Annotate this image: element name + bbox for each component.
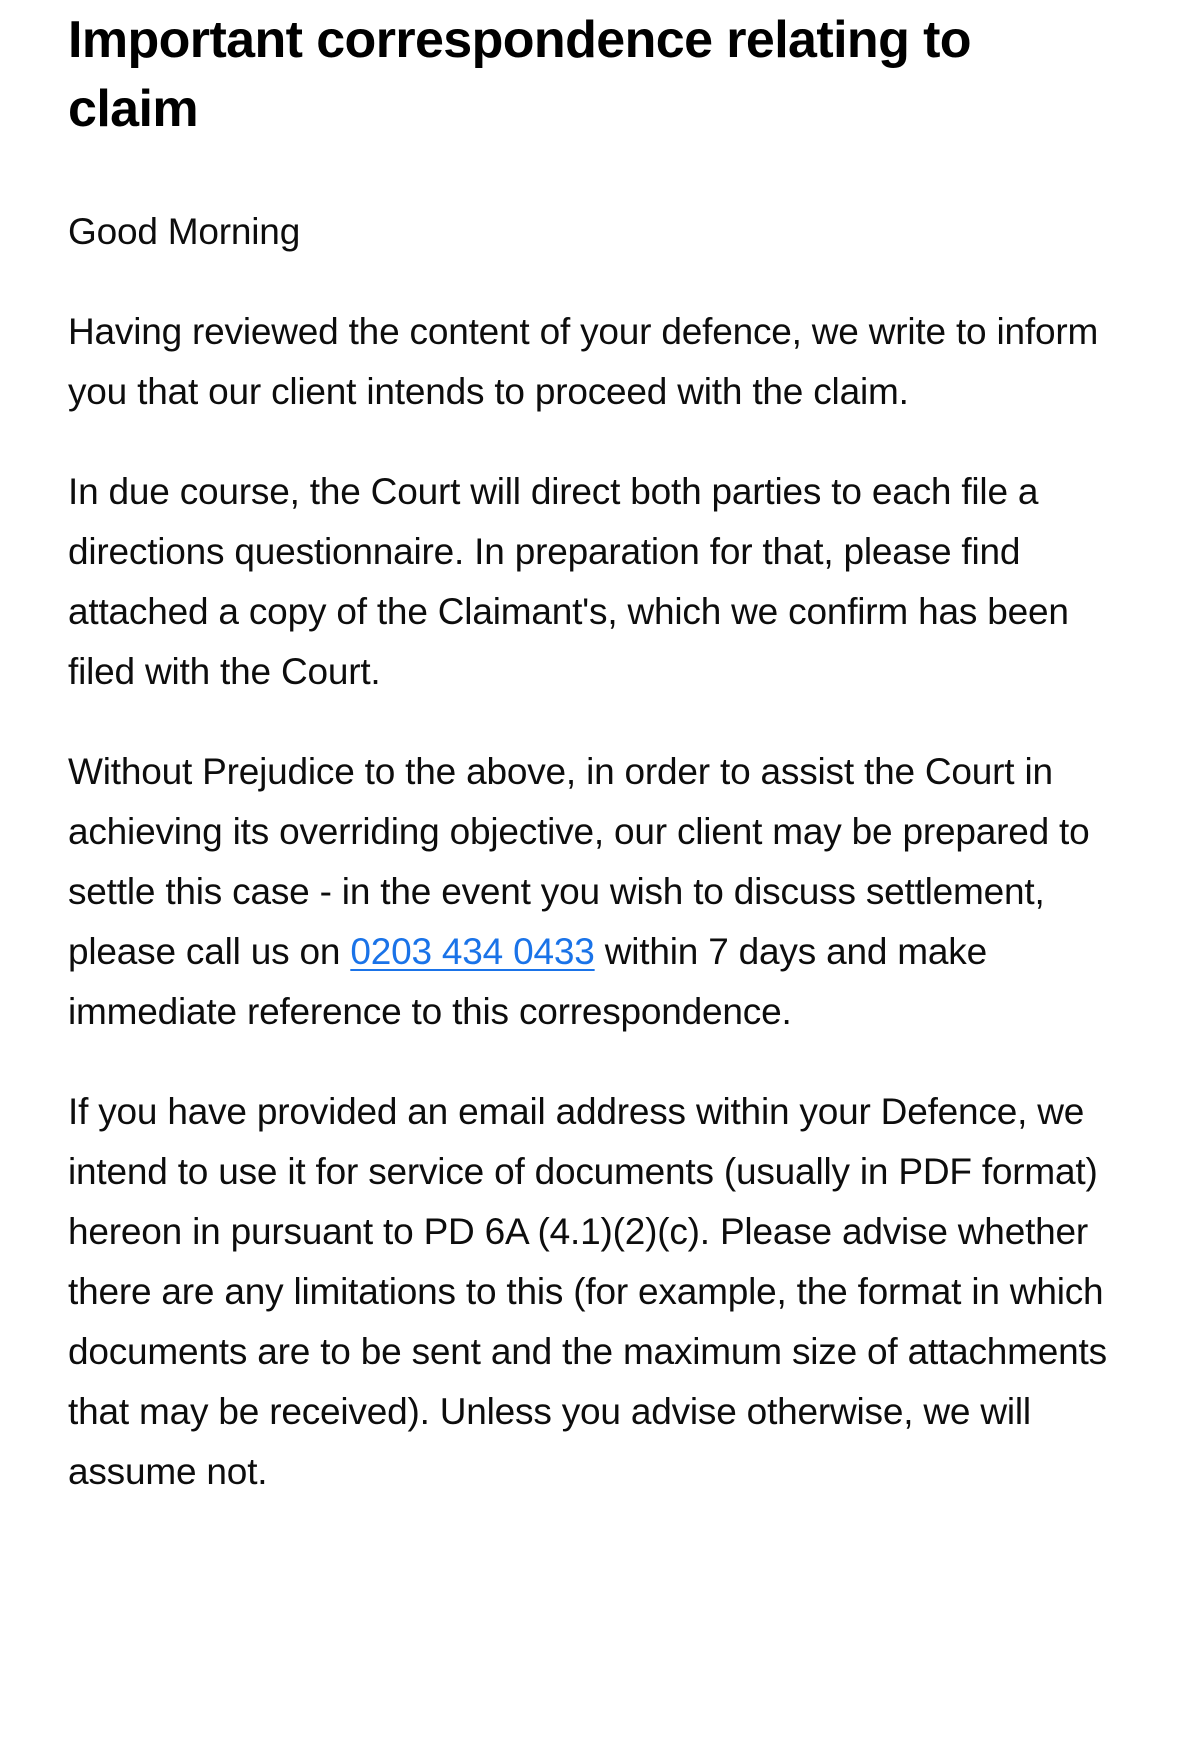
- email-paragraph-settlement: [68, 742, 1118, 1042]
- email-body: [68, 202, 1118, 1502]
- email-subject: Important correspondence relating to claim: [68, 11, 971, 138]
- phone-number-link[interactable]: 0203 434 0433: [350, 931, 595, 972]
- settlement-text-after-phone: within 7 days and make immediate reference to this correspondence.: [68, 931, 987, 1032]
- settlement-text-before-phone: Without Prejudice to the above, in order to assist the Court in achieving its overriding objective, our client may be prepared to settle this case - in the event you wish to discuss settlement, please call us on: [68, 751, 1090, 972]
- email-paragraph-directions: In due course, the Court will direct both parties to each file a directions questionnaire. In preparation for that, please find attached a copy of the Claimant's, which we confirm has been filed with the Court.: [68, 471, 1069, 692]
- email-greeting: Good Morning: [68, 211, 301, 252]
- email-paragraph-proceed: Having reviewed the content of your defence, we write to inform you that our client intends to proceed with the claim.: [68, 311, 1099, 412]
- email-paragraph-service: If you have provided an email address within your Defence, we intend to use it for service of documents (usually in PDF format) hereon in pursuant to PD 6A (4.1)(2)(c). Please advise whether there are any limitations to this (for example, the format in which documents are to be sent and the maximum size of attachments that may be received). Unless you advise otherwise, we will assume not.: [68, 1091, 1107, 1492]
